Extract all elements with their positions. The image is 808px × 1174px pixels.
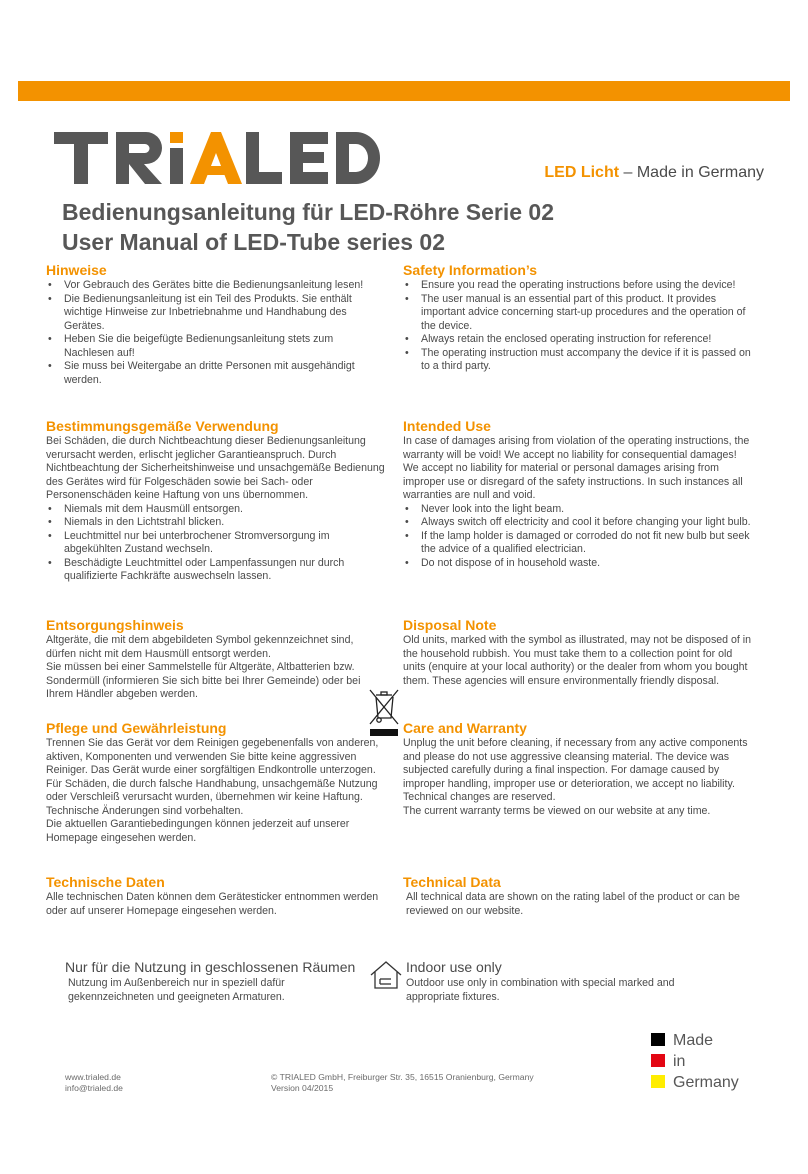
section-hinweise — [46, 262, 386, 387]
section-heading: Disposal Note — [403, 617, 497, 633]
section-technik — [46, 874, 386, 918]
section-text: Alle technischen Daten können dem Gerätesticker entnommen werden oder auf unserer Homepage eingesehen werden. — [46, 891, 379, 917]
email-link[interactable]: info@trialed.de — [65, 1083, 123, 1093]
footer-contact — [65, 1072, 123, 1094]
bullet-list — [403, 503, 751, 571]
list-item: • Heben Sie die beigefügte Bedienungsanleitung stets zum Nachlesen auf! — [46, 333, 386, 360]
tagline — [512, 164, 764, 182]
list-item: • Always switch off electricity and cool it before changing your light bulb. — [403, 516, 751, 530]
section-heading: Hinweise — [46, 262, 107, 278]
made-in-germany-word: Made — [673, 1032, 714, 1049]
section-text: Trennen Sie das Gerät vor dem Reinigen gegebenenfalls von anderen, aktiven, Komponenten und verwenden Sie bitte keine aggressiven Reiniger. Das Gerät wurde einer sorgfältigen Endkontrolle unterzogen. Für Schäden, die durch falsche Handhabung, unsachgemäße Nutzung oder Verschleiß verursacht wurden, übernehmen wir keine Haftung. Technische Änderungen sind vorbehalten. — [46, 737, 379, 817]
title-english: User Manual of LED-Tube series 02 — [62, 229, 446, 255]
indoor-heading: Indoor use only — [406, 959, 502, 975]
list-item: • Leuchtmittel nur bei unterbrochener Stromversorgung im abgekühlten Zustand wechseln. — [46, 530, 386, 557]
section-text: All technical data are shown on the rating label of the product or can be reviewed on our website. — [406, 891, 740, 917]
list-item: • The user manual is an essential part of this product. It provides important advice concerning start-up procedures and the operation of the device. — [403, 293, 751, 334]
section-heading: Safety Information’s — [403, 262, 538, 278]
indoor-text: Nutzung im Außenbereich nur in speziell dafür gekennzeichneten und geeigneten Armaturen. — [68, 977, 285, 1003]
list-item: • Never look into the light beam. — [403, 503, 751, 517]
list-item: • Always retain the enclosed operating instruction for reference! — [403, 333, 751, 347]
section-heading: Entsorgungshinweis — [46, 617, 184, 633]
section-technical — [403, 874, 751, 918]
section-heading: Intended Use — [403, 418, 491, 434]
made-in-germany-word: in — [673, 1053, 686, 1070]
section-text: Old units, marked with the symbol as illustrated, may not be disposed of in the household rubbish. You must take them to a collection point for old units (enquire at your local authority) or the dealer from whom you bought them. These agencies will ensure environmentally friendly disposal. — [403, 634, 751, 687]
flag-black — [651, 1033, 665, 1046]
list-item: • Vor Gebrauch des Gerätes bitte die Bedienungsanleitung lesen! — [46, 279, 386, 293]
section-heading: Pflege und Gewährleistung — [46, 720, 227, 736]
section-care — [403, 720, 751, 818]
flag-gold — [651, 1075, 665, 1088]
list-item: • Niemals mit dem Hausmüll entsorgen. — [46, 503, 386, 517]
section-safety — [403, 262, 751, 374]
section-verwendung — [46, 418, 386, 584]
section-entsorgung — [46, 617, 386, 702]
section-text: The current warranty terms be viewed on our website at any time. — [403, 804, 711, 817]
indoor-text: Outdoor use only in combination with special marked and appropriate fixtures. — [406, 977, 675, 1003]
footer-company — [271, 1072, 534, 1094]
section-text: Unplug the unit before cleaning, if necessary from any active components and please do not use aggressive cleansing material. The device was subjected carefully during a final inspection. For damage caused by improper handling, improper use or deterioration, we accept no liability. Technical changes are reserved. — [403, 737, 748, 803]
section-pflege — [46, 720, 386, 845]
indoor-german — [65, 959, 365, 1004]
tagline-rest: – Made in Germany — [619, 164, 764, 181]
section-text: Altgeräte, die mit dem abgebildeten Symbol gekennzeichnet sind, dürfen nicht mit dem Hausmüll entsorgt werden. — [46, 634, 354, 660]
bullet-list — [403, 279, 751, 374]
top-accent-bar — [18, 81, 790, 101]
list-item: • If the lamp holder is damaged or corroded do not fit new bulb but seek the advice of a qualified electrician. — [403, 530, 751, 557]
section-heading: Bestimmungsgemäße Verwendung — [46, 418, 279, 434]
list-item: • Die Bedienungsanleitung ist ein Teil des Produkts. Sie enthält wichtige Hinweise zur Inbetriebnahme und Handhabung des Gerätes. — [46, 293, 386, 334]
tagline-accent: LED Licht — [544, 164, 620, 181]
trialed-logo — [52, 128, 382, 186]
section-heading: Technische Daten — [46, 874, 165, 890]
title-german: Bedienungsanleitung für LED-Röhre Serie 02 — [62, 199, 555, 225]
bullet-list — [46, 279, 386, 387]
house-icon — [369, 960, 403, 990]
list-item: • The operating instruction must accompany the device if it is passed on to a third party. — [403, 347, 751, 374]
list-item: • Beschädigte Leuchtmittel oder Lampenfassungen nur durch qualifizierte Fachkräfte auswechseln lassen. — [46, 557, 386, 584]
flag-red — [651, 1054, 665, 1067]
section-text: Sie müssen bei einer Sammelstelle für Altgeräte, Altbatterien bzw. Sondermüll (informieren Sie sich bitte bei Ihrer Gemeinde) oder bei Ihrem Händler abgeben werden. — [46, 661, 361, 700]
section-heading: Technical Data — [403, 874, 501, 890]
website-link[interactable]: www.trialed.de — [65, 1072, 121, 1082]
company-address: © TRIALED GmbH, Freiburger Str. 35, 16515 Oranienburg, Germany — [271, 1072, 534, 1082]
list-item: • Do not dispose of in household waste. — [403, 557, 751, 571]
section-intended-use — [403, 418, 751, 570]
indoor-english — [406, 959, 706, 1004]
list-item: • Ensure you read the operating instructions before using the device! — [403, 279, 751, 293]
section-text: Die aktuellen Garantiebedingungen können jederzeit auf unserer Homepage eingesehen werden. — [46, 818, 350, 844]
bullet-list — [46, 503, 386, 584]
version: Version 04/2015 — [271, 1083, 334, 1093]
list-item: • Sie muss bei Weitergabe an dritte Personen mit ausgehändigt werden. — [46, 360, 386, 387]
made-in-germany-word: Germany — [673, 1074, 739, 1091]
section-text: Bei Schäden, die durch Nichtbeachtung dieser Bedienungsanleitung verursacht werden, erlischt jeglicher Garantieanspruch. Durch Nichtbeachtung der Sicherheitshinweise und unsachgemäße Bedienung des Gerätes wird für Folgeschäden sowie bei Sach- oder Personenschäden keine Haftung von uns übernommen. — [46, 435, 385, 501]
section-disposal — [403, 617, 751, 688]
section-heading: Care and Warranty — [403, 720, 527, 736]
indoor-heading: Nur für die Nutzung in geschlossenen Räumen — [65, 959, 356, 975]
list-item: • Niemals in den Lichtstrahl blicken. — [46, 516, 386, 530]
crossed-out-wheelie-bin-icon — [367, 686, 401, 738]
section-text: In case of damages arising from violation of the operating instructions, the warranty will be void! We accept no liability for consequential damages! We accept no liability for material or personal damages arising from improper use or disregard of the safety instructions. In such instances all warranties are null and void. — [403, 435, 750, 501]
